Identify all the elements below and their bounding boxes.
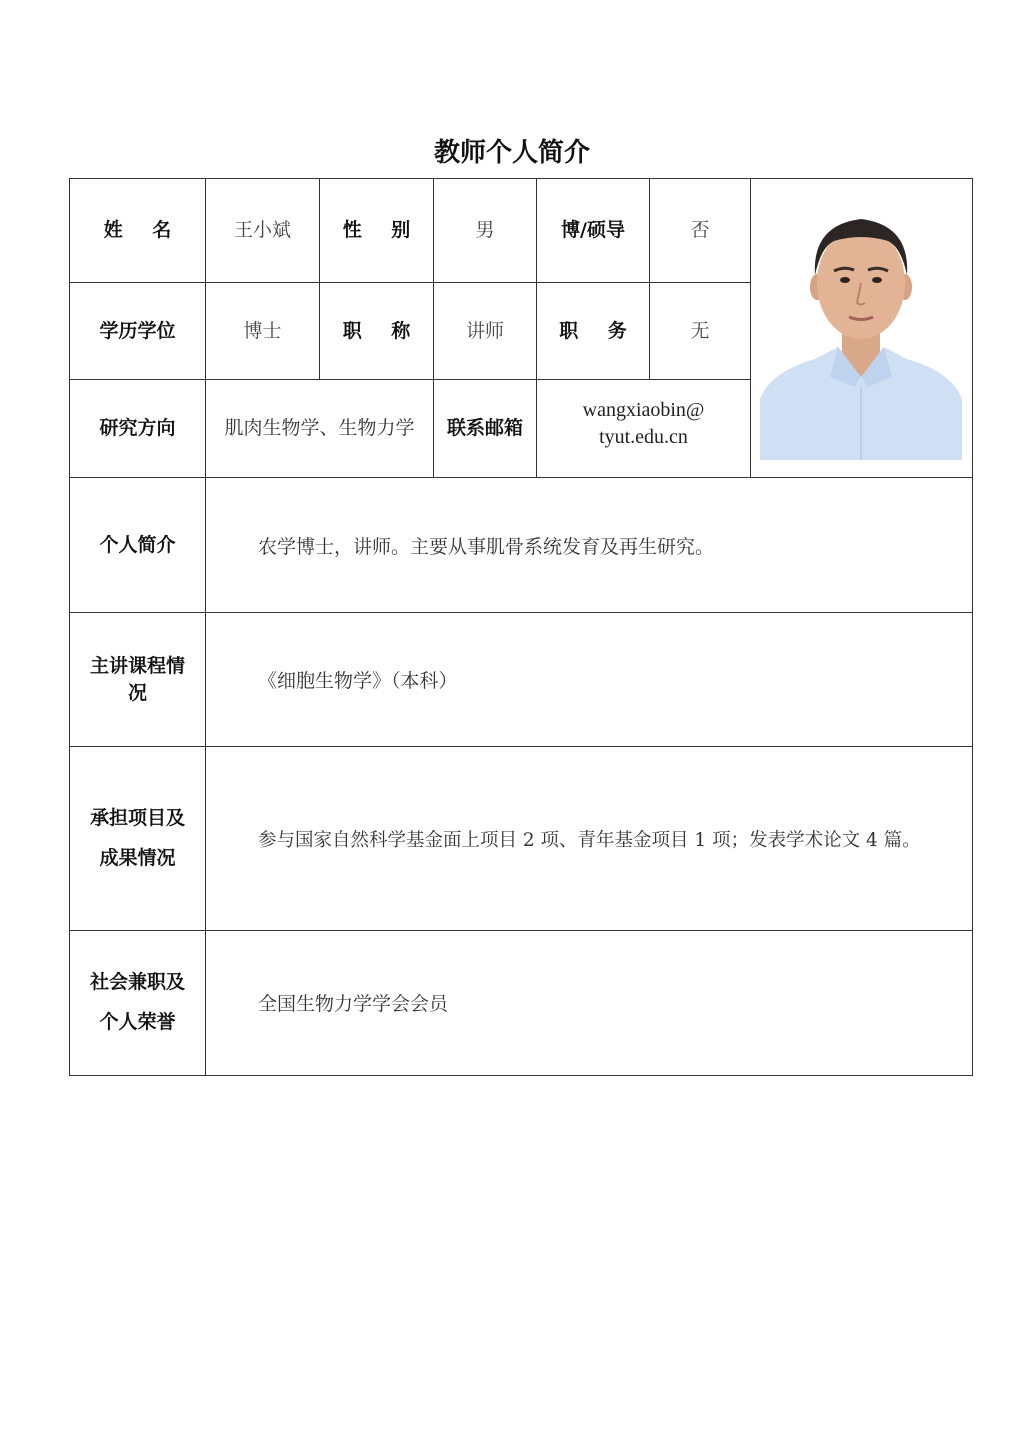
- honors-label: [70, 931, 205, 1075]
- title-label: 职 称: [342, 319, 422, 342]
- research-value: 肌肉生物学、生物力学: [224, 417, 415, 440]
- page-title: 教师个人简介: [433, 138, 590, 168]
- advisor-value: 否: [690, 219, 710, 242]
- honors-label-line-1: 社会兼职及: [89, 971, 185, 994]
- name-label: 姓 名: [103, 219, 183, 242]
- email-line-2: tyut.edu.cn: [599, 425, 688, 448]
- research-label: 研究方向: [99, 417, 176, 440]
- projects-text: 参与国家自然科学基金面上项目 2 项、青年基金项目 1 项；发表学术论文 4 篇。: [258, 829, 921, 851]
- email-value: [537, 380, 750, 477]
- honors-text: 全国生物力学学会会员: [258, 993, 449, 1015]
- email-label: 联系邮箱: [446, 417, 523, 440]
- courses-text: 《细胞生物学》（本科）: [258, 670, 458, 692]
- title-value: 讲师: [465, 319, 504, 342]
- profile-text: 农学博士，讲师。主要从事肌骨系统发育及再生研究。: [258, 535, 715, 558]
- position-label: 职 务: [559, 319, 639, 342]
- advisor-label: 博/硕导: [561, 219, 625, 242]
- projects-label-line-1: 承担项目及: [89, 806, 185, 829]
- honors-label-line-2: 个人荣誉: [99, 1011, 176, 1033]
- name-value: 王小斌: [233, 219, 291, 242]
- courses-label: [70, 613, 205, 746]
- profile-label: 个人简介: [99, 533, 176, 556]
- email-line-1: wangxiaobin@: [582, 398, 705, 421]
- teacher-photo: [760, 187, 962, 460]
- courses-label-line-2: 况: [127, 681, 147, 704]
- gender-label: 性 别: [342, 219, 422, 242]
- projects-label: [70, 747, 205, 930]
- projects-label-line-2: 成果情况: [99, 846, 176, 869]
- gender-value: 男: [475, 219, 495, 242]
- position-value: 无: [690, 319, 710, 342]
- degree-label: 学历学位: [99, 319, 176, 342]
- degree-value: 博士: [243, 319, 282, 342]
- courses-label-line-1: 主讲课程情: [89, 654, 185, 677]
